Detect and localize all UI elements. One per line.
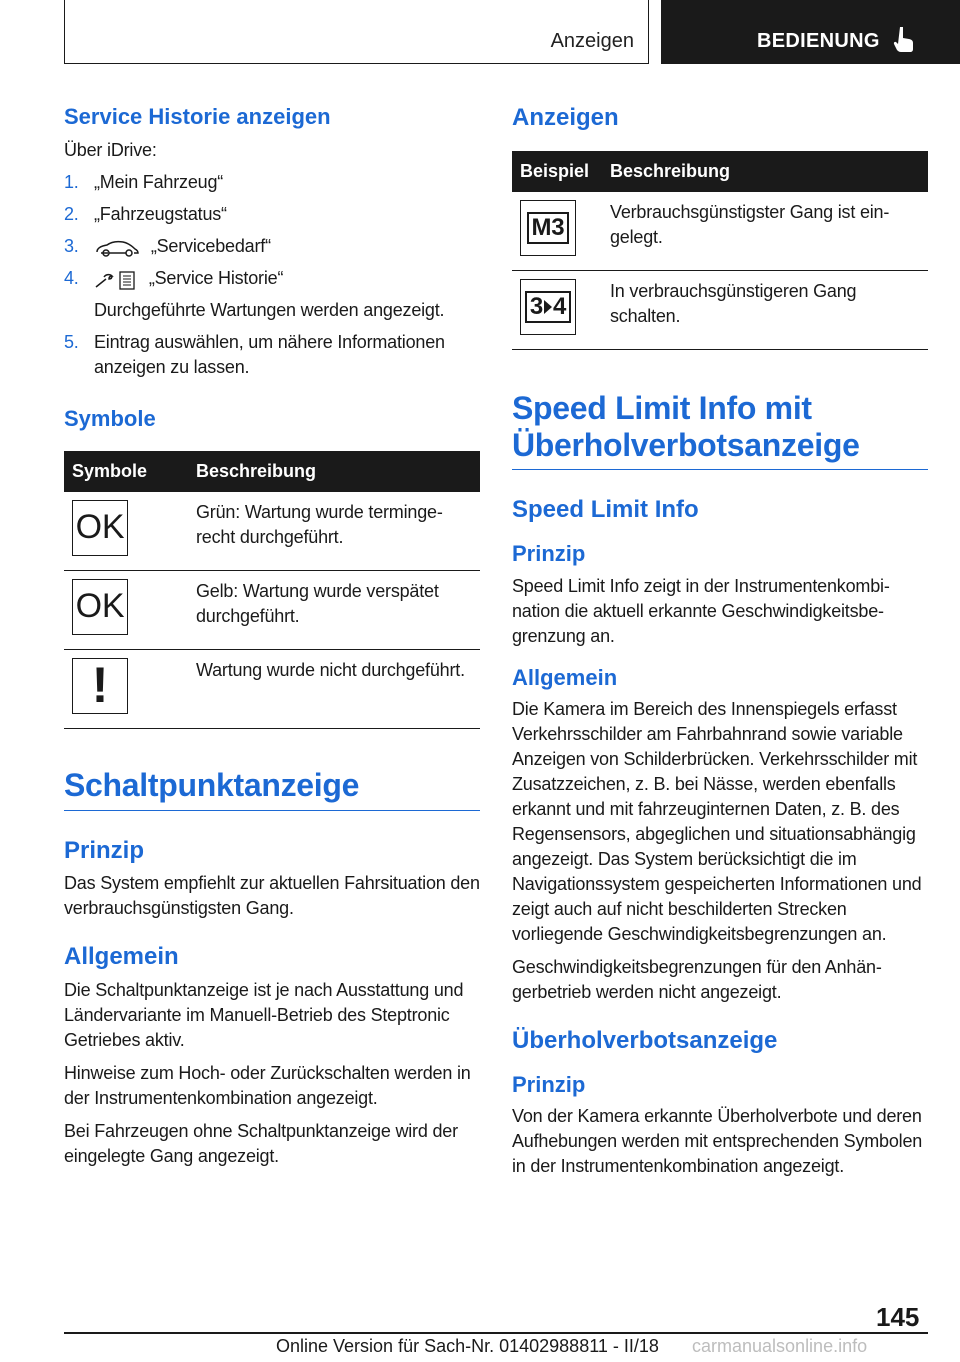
table-row (64, 492, 480, 571)
left-column (64, 100, 480, 1169)
table-header-row (512, 151, 928, 192)
table-cell: Gelb: Wartung wurde verspätet durchgeführt. (188, 570, 480, 649)
general-text: Die Kamera im Bereich des Innenspiegels erfasst Verkehrsschilder am Fahrbahnrand sowie variable Anzeigen von Schilderbrücken. Verkehrsschilder mit Zusatzzeichen, z. B. bei Nässe, werden ebenfalls erkannt und mit fahrzeuginternen Daten, z. B. des Regensensors, abgeglichen und situationsabhängig angezeigt. Das System berücksichtigt die im Navigationssystem gespeicherten Informationen und zeigt auch auf nicht beschilderten Strecken vorliegende Geschwindigkeitsbegrenzungen an. (512, 698, 922, 944)
step-item: 3. „Servicebedarf“ (64, 236, 271, 257)
step-item: 5. Eintrag auswählen, um nähere Informationen anzeigen zu lassen. (64, 332, 445, 378)
general-text: Die Schaltpunktanzeige ist je nach Ausstattung und Ländervariante im Manuell-Betrieb des Steptronic Getriebes aktiv. (64, 980, 464, 1051)
table-cell: Wartung wurde nicht durchgeführt. (188, 649, 480, 728)
no-overtaking-title: Überholverbotsanzeige (512, 1026, 778, 1054)
table-row (64, 570, 480, 649)
table-row (512, 192, 928, 271)
principle-text: Speed Limit Info zeigt in der Instrumentenkombination die aktuell erkannte Geschwindigkeitsbegrenzung an. (512, 575, 890, 646)
step-item: 1. „Mein Fahrzeug“ (64, 172, 224, 193)
general-title: Allgemein (64, 943, 179, 971)
table-header-cell: Beispiel (512, 151, 602, 192)
displays-title: Anzeigen (512, 104, 619, 131)
right-column (512, 100, 928, 1179)
table-header-cell: Symbole (64, 451, 188, 492)
exclamation-icon: ! (72, 658, 128, 714)
table-header-row (64, 451, 480, 492)
speed-limit-info-title: Speed Limit Info (512, 496, 699, 524)
table-header-cell: Beschreibung (188, 451, 480, 492)
service-history-icon (94, 269, 138, 291)
principle-title: Prinzip (512, 541, 586, 567)
table-row (64, 649, 480, 728)
page-number: 145 (876, 1302, 920, 1332)
arrow-right-icon (544, 300, 552, 314)
service-history-title: Service Historie anzeigen (64, 104, 331, 129)
ok-green-icon: OK (72, 500, 128, 556)
header-chapter-tab (661, 0, 960, 64)
table-header-cell: Beschreibung (602, 151, 928, 192)
footer-divider (64, 1332, 928, 1334)
principle-text: Von der Kamera erkannte Überholverbote und deren Aufhebungen werden mit entsprechenden Symbolen in der Instrumentenkombination angezeigt. (512, 1106, 923, 1177)
table-row (512, 270, 928, 349)
general-text: Bei Fahrzeugen ohne Schaltpunktanzeige wird der eingelegte Gang angezeigt. (64, 1121, 458, 1167)
gear-m3-icon: M3 (520, 200, 576, 256)
header-section-label: Anzeigen (550, 30, 634, 52)
hand-pointer-icon (893, 25, 915, 53)
idrive-intro: Über iDrive: (64, 140, 157, 161)
step-detail: Durchgeführte Wartungen werden angezeigt. (94, 300, 445, 321)
principle-title: Prinzip (512, 1071, 586, 1097)
table-cell: Grün: Wartung wurde termingerecht durchgeführt. (188, 492, 480, 571)
general-text: Geschwindigkeitsbegrenzungen für den Anhängerbetrieb werden nicht angezeigt. (512, 956, 882, 1002)
general-text: Hinweise zum Hoch- oder Zurückschalten werden in der Instrumentenkombination angezeigt. (64, 1063, 471, 1109)
step-item: 4. „Service Historie“ Durchgeführte Wartungen werden angezeigt. (64, 266, 480, 323)
gear-table (512, 151, 928, 350)
principle-text: Das System empfiehlt zur aktuellen Fahrsituation den verbrauchsgünstigsten Gang. (64, 873, 480, 919)
symbols-table (64, 451, 480, 729)
symbols-title: Symbole (64, 406, 156, 432)
header-section-tab (64, 0, 649, 64)
car-icon (94, 239, 140, 257)
watermark: carmanualsonline.info (692, 1336, 868, 1356)
ok-yellow-icon: OK (72, 579, 128, 635)
shift-indicator-title: Schaltpunktanzeige (64, 767, 480, 811)
service-steps-list (64, 170, 480, 380)
table-cell: Verbrauchsgünstigster Gang ist eingelegt. (602, 192, 928, 271)
general-title: Allgemein (512, 664, 618, 690)
principle-title: Prinzip (64, 836, 145, 864)
header-chapter-label: BEDIENUNG (757, 30, 880, 52)
gear-shift-up-icon: 3 4 (520, 279, 576, 335)
speed-limit-title: Speed Limit Info mit Überholverbotsanzeige (512, 390, 928, 471)
step-item: 2. „Fahrzeugstatus“ (64, 204, 227, 225)
online-version-text: Online Version für Sach-Nr. 01402988811 - II/18 (276, 1336, 659, 1356)
table-cell: In verbrauchsgünstigeren Gang schalten. (602, 270, 928, 349)
